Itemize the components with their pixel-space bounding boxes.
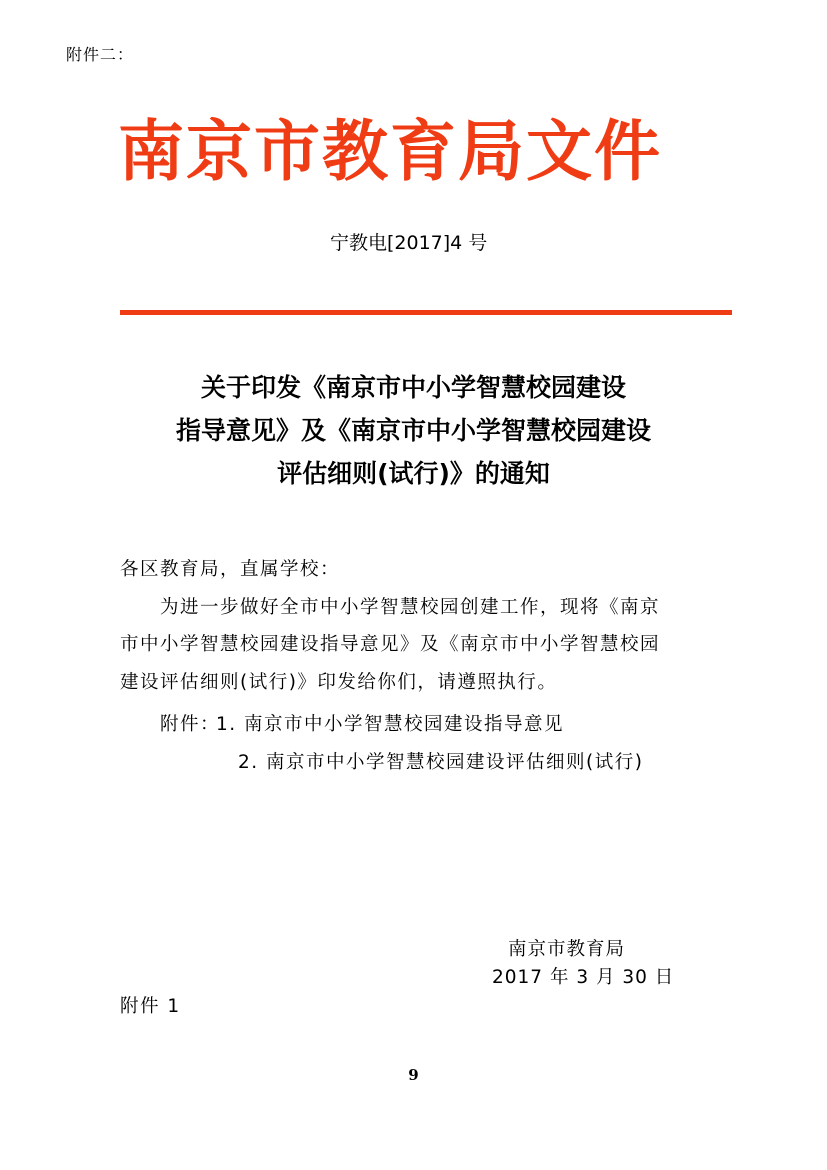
paragraph-line: 为进一步做好全市中小学智慧校园创建工作，现将《南京 (160, 597, 661, 618)
notice-title-line: 指导意见》及《南京市中小学智慧校园建设 (175, 416, 651, 445)
attachments-label: 附件： (160, 714, 221, 735)
salutation: 各区教育局，直属学校： (120, 559, 341, 580)
document-number: 宁教电[2017]4 号 (330, 232, 488, 254)
attachment-item: 1. 南京市中小学智慧校园建设指导意见 (216, 714, 565, 735)
attachment-label: 附件二： (66, 45, 135, 64)
attachment-item: 2. 南京市中小学智慧校园建设评估细则(试行) (238, 752, 644, 773)
header-divider (120, 310, 732, 315)
document-header-title: 南京市教育局文件 (118, 113, 662, 190)
page-number: 9 (408, 1066, 419, 1084)
notice-title (0, 366, 827, 495)
issuer-name: 南京市教育局 (508, 939, 626, 960)
notice-title-line: 评估细则(试行)》的通知 (277, 459, 550, 488)
paragraph-line: 市中小学智慧校园建设指导意见》及《南京市中小学智慧校园 (120, 634, 661, 655)
notice-title-line: 关于印发《南京市中小学智慧校园建设 (200, 373, 626, 402)
next-section-label: 附件 1 (120, 996, 181, 1017)
paragraph-line: 建设评估细则(试行)》印发给你们，请遵照执行。 (120, 672, 558, 693)
issue-date: 2017 年 3 月 30 日 (492, 967, 675, 988)
